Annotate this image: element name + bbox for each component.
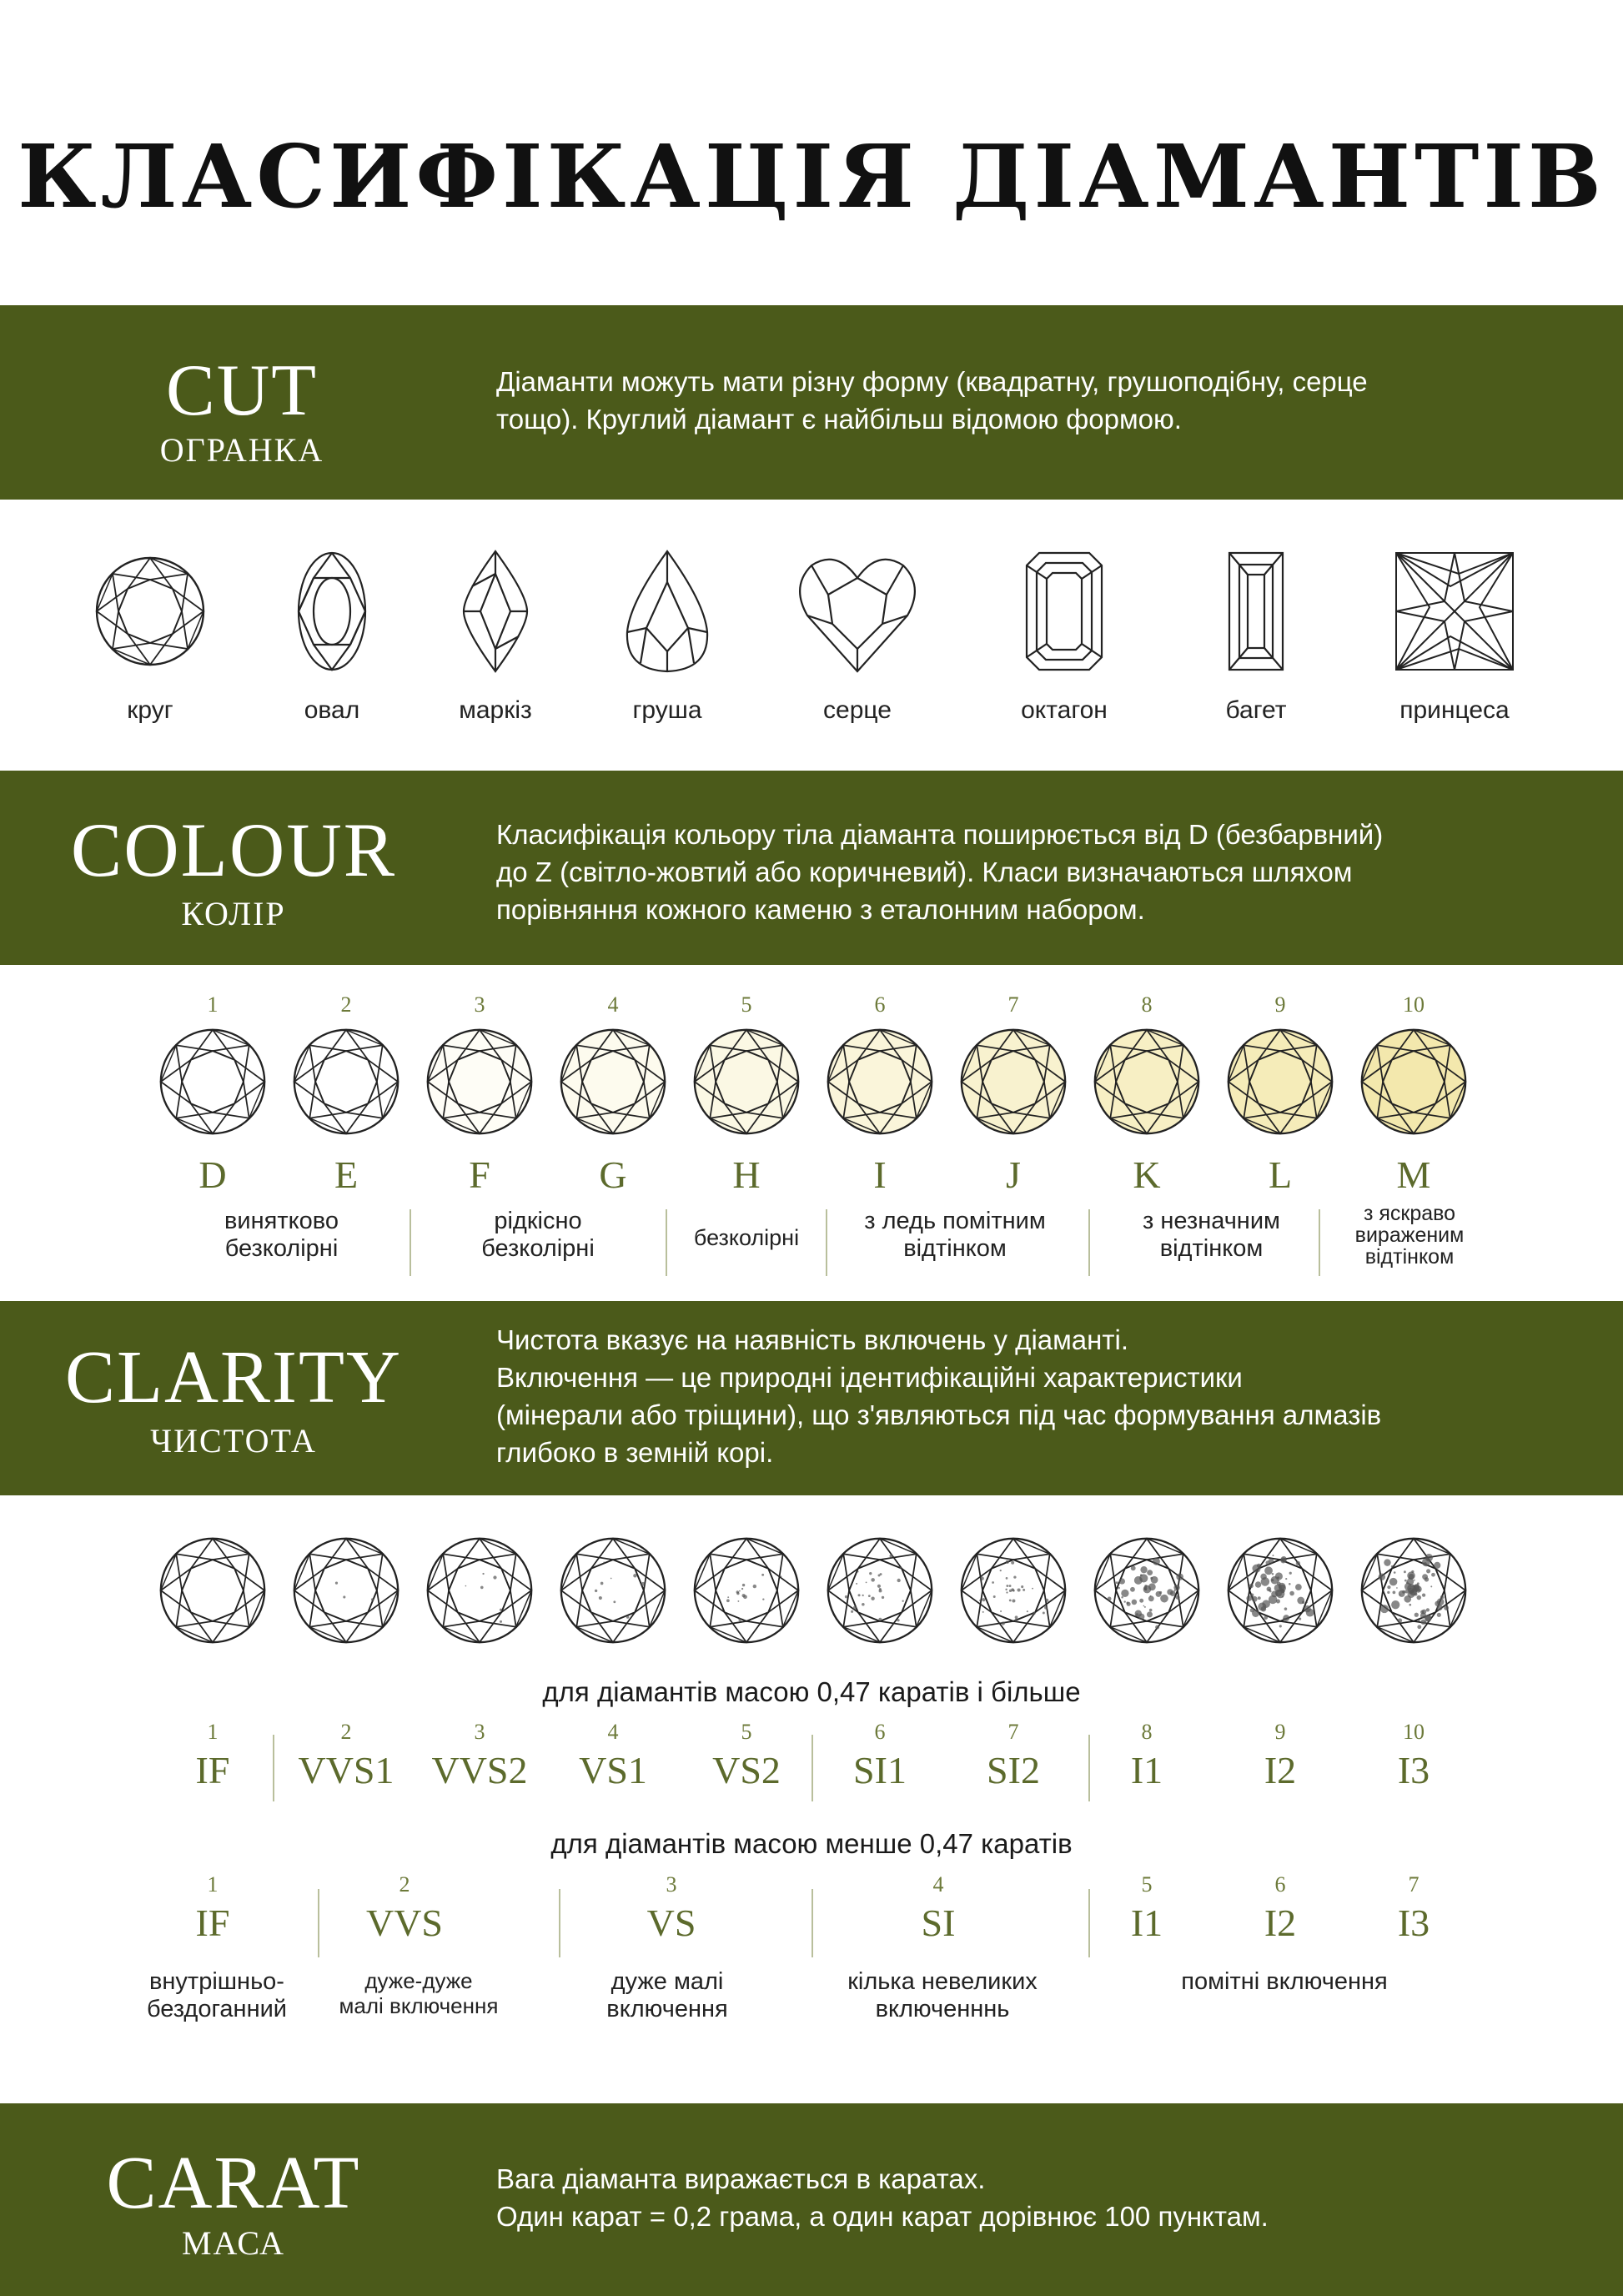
colour-description: Класифікація кольору тіла діаманта поширюється від D (безбарвний) до Z (світло-жовтий або коричневий). Класи визначаються шляхом порівняння кожного каменю з еталонним набором.	[496, 819, 1384, 925]
colour-title-en: COLOUR	[70, 807, 397, 892]
pear-diamond-icon	[627, 551, 707, 671]
clarity-grade-code: I3	[1397, 1902, 1430, 1944]
colour-grade-number: 10	[1403, 992, 1425, 1017]
colour-grade-letter: F	[469, 1153, 490, 1196]
clarity-grade-number: 7	[1408, 1872, 1419, 1897]
clarity-grade-code: VVS	[365, 1902, 444, 1944]
clarity-grade-number: 2	[399, 1872, 410, 1897]
cut-title-ua: ОГРАНКА	[159, 431, 324, 469]
clarity-grade-code: VVS2	[431, 1749, 528, 1791]
clarity-diamond-icon	[1095, 1539, 1198, 1642]
clarity-grade-code: SI	[921, 1902, 956, 1944]
colour-grade-letter: H	[732, 1153, 761, 1196]
clarity-grade-code: I2	[1264, 1902, 1297, 1944]
clarity-grade-code: VS1	[579, 1749, 647, 1791]
carat-title-ua: МАСА	[181, 2224, 286, 2262]
colour-grade-number: 2	[340, 992, 352, 1017]
colour-group-label-4: з ледь помітним відтінком	[864, 1208, 1046, 1262]
clarity-grade-code: I2	[1264, 1749, 1297, 1791]
colour-grade-letter: L	[1268, 1153, 1293, 1196]
colour-grade-number: 9	[1274, 992, 1286, 1017]
colour-diamond-icon	[1095, 1030, 1198, 1133]
clarity-grade-code: VS2	[712, 1749, 781, 1791]
colour-title-ua: КОЛІР	[181, 895, 286, 932]
clarity-title-ua: ЧИСТОТА	[150, 1422, 317, 1459]
clarity-grade-number: 1	[207, 1720, 219, 1744]
clarity-diamond-icon	[1362, 1539, 1465, 1642]
clarity-grade-code: IF	[195, 1749, 230, 1791]
clarity-diamond-icon	[294, 1539, 398, 1642]
colour-divider	[1319, 1209, 1320, 1276]
colour-divider	[666, 1209, 667, 1276]
colour-divider	[1088, 1209, 1090, 1276]
clarity-grade-number: 6	[1274, 1872, 1286, 1897]
round-diamond-icon	[97, 558, 204, 665]
colour-group-label-5: з незначним відтінком	[1143, 1208, 1280, 1262]
clarity-grade-number: 4	[607, 1720, 619, 1744]
clarity-description: Чистота вказує на наявність включень у діаманті. Включення — це природні ідентифікаційні характеристики (мінерали або тріщини), що з'являються під час формування алмазів глибоко в земній корі.	[496, 1324, 1382, 1468]
clarity-grade-code: I1	[1130, 1749, 1163, 1791]
clarity-grade-number: 3	[474, 1720, 485, 1744]
cut-shapes-row	[0, 534, 1623, 684]
colour-group-label-3: безколірні	[693, 1225, 800, 1250]
clarity-diamond-icon	[161, 1539, 264, 1642]
colour-diamond-icon	[1229, 1030, 1332, 1133]
clarity-light-heading: для діамантів масою менше 0,47 каратів	[550, 1828, 1073, 1859]
colour-group-label-1: винятково безколірні	[224, 1208, 339, 1262]
clarity-grade-code: IF	[195, 1902, 230, 1944]
colour-grade-number: 1	[207, 992, 219, 1017]
colour-grade-letter: K	[1133, 1153, 1161, 1196]
shape-label-princess: принцеса	[1399, 696, 1510, 724]
clarity-grade-number: 5	[1141, 1872, 1153, 1897]
clarity-label-if: внутрішньо- бездоганний	[147, 1968, 287, 2022]
clarity-diamonds-row	[0, 1530, 1623, 1655]
cut-description: Діаманти можуть мати різну форму (квадратну, грушоподібну, серце тощо). Круглий діамант є найбільш відомою формою.	[496, 366, 1368, 435]
clarity-label-vs: дуже малі включення	[606, 1968, 728, 2022]
clarity-divider	[559, 1889, 560, 1957]
colour-grade-letter: D	[198, 1153, 227, 1196]
clarity-diamond-icon	[828, 1539, 932, 1642]
shape-label-octagon: октагон	[1021, 696, 1108, 724]
clarity-grade-number: 9	[1274, 1720, 1286, 1744]
baguette-diamond-icon	[1229, 553, 1283, 670]
colour-diamond-icon	[561, 1030, 665, 1133]
clarity-diamond-icon	[428, 1539, 531, 1642]
colour-grade-number: 7	[1007, 992, 1019, 1017]
colour-diamond-icon	[962, 1030, 1065, 1133]
clarity-grade-code: SI2	[987, 1749, 1040, 1791]
clarity-grade-number: 1	[207, 1872, 219, 1897]
colour-grade-letter: G	[599, 1153, 627, 1196]
carat-title-en: CARAT	[106, 2142, 361, 2224]
shape-label-round: круг	[127, 696, 173, 724]
page-title: КЛАСИФІКАЦІЯ ДІАМАНТІВ	[18, 125, 1605, 228]
clarity-grade-number: 3	[666, 1872, 677, 1897]
clarity-grade-code: I1	[1130, 1902, 1163, 1944]
clarity-grade-number: 5	[741, 1720, 752, 1744]
colour-grade-number: 6	[874, 992, 886, 1017]
colour-grade-letter: M	[1396, 1153, 1431, 1196]
clarity-grade-code: SI1	[853, 1749, 907, 1791]
clarity-grade-number: 2	[340, 1720, 352, 1744]
clarity-divider	[812, 1889, 813, 1957]
colour-diamond-icon	[428, 1030, 531, 1133]
princess-diamond-icon	[1396, 553, 1513, 670]
colour-diamond-icon	[161, 1030, 264, 1133]
clarity-title-en: CLARITY	[65, 1336, 402, 1419]
colour-grade-number: 3	[474, 992, 485, 1017]
clarity-grade-number: 6	[874, 1720, 886, 1744]
shape-label-pear: груша	[632, 696, 702, 724]
shape-label-marquise: маркіз	[459, 696, 532, 724]
clarity-diamond-icon	[695, 1539, 798, 1642]
clarity-grade-number: 10	[1403, 1720, 1425, 1744]
oval-diamond-icon	[299, 553, 365, 670]
heart-diamond-icon	[800, 560, 915, 671]
colour-grade-letter: J	[1006, 1153, 1021, 1196]
colour-grade-letter: I	[873, 1153, 887, 1196]
colour-diamond-icon	[294, 1030, 398, 1133]
clarity-diamond-icon	[561, 1539, 665, 1642]
clarity-grade-code: I3	[1397, 1749, 1430, 1791]
clarity-grade-number: 8	[1141, 1720, 1153, 1744]
colour-group-label-2: рідкісно безколірні	[481, 1208, 595, 1262]
clarity-diamond-icon	[962, 1539, 1065, 1642]
clarity-grade-code: VVS1	[298, 1749, 394, 1791]
colour-diamond-icon	[1362, 1030, 1465, 1133]
colour-divider	[410, 1209, 411, 1276]
cut-title-en: CUT	[166, 350, 318, 431]
clarity-heavy-heading: для діамантів масою 0,47 каратів і більше	[542, 1676, 1081, 1707]
shape-label-oval: овал	[304, 696, 360, 724]
clarity-label-i: помітні включення	[1181, 1968, 1388, 1995]
carat-description: Вага діаманта виражається в каратах. Один карат = 0,2 грама, а один карат дорівнює 100 пунктам.	[496, 2163, 1269, 2232]
colour-diamond-icon	[828, 1030, 932, 1133]
marquise-diamond-icon	[464, 551, 527, 671]
clarity-grade-number: 7	[1007, 1720, 1019, 1744]
clarity-label-si: кілька невеликих включенннь	[847, 1968, 1038, 2022]
clarity-grade-number: 4	[932, 1872, 944, 1897]
colour-grade-number: 5	[741, 992, 752, 1017]
colour-grade-number: 8	[1141, 992, 1153, 1017]
colour-grade-letter: E	[334, 1153, 359, 1196]
clarity-label-vvs: дуже-дуже малі включення	[339, 1968, 499, 2018]
clarity-diamond-icon	[1229, 1539, 1332, 1642]
colour-diamond-icon	[695, 1030, 798, 1133]
colour-grade-number: 4	[607, 992, 619, 1017]
colour-group-label-6: з яскраво вираженим відтінком	[1354, 1202, 1465, 1269]
clarity-divider	[318, 1889, 319, 1957]
colour-diamonds-row	[0, 1022, 1623, 1147]
clarity-grade-code: VS	[646, 1902, 696, 1944]
colour-divider	[826, 1209, 827, 1276]
octagon-diamond-icon	[1027, 553, 1102, 670]
shape-label-heart: серце	[823, 696, 892, 724]
shape-label-baguette: багет	[1225, 696, 1287, 724]
